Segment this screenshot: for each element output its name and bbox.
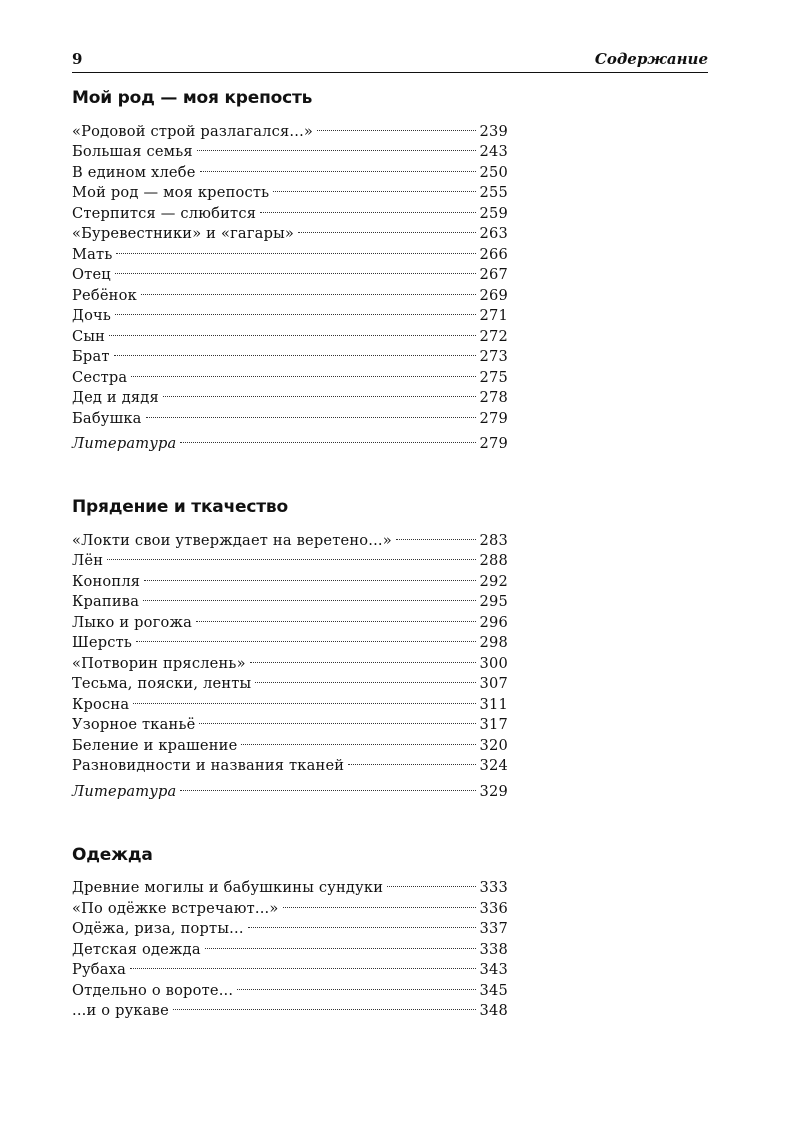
entry-page-number: 283 bbox=[479, 531, 508, 549]
dot-leader bbox=[114, 335, 476, 357]
entry-page-number: 317 bbox=[479, 716, 508, 733]
entry-page-number: 243 bbox=[479, 143, 508, 160]
entry-title: Разновидности и названия тканей bbox=[72, 757, 345, 774]
entry-title: Сын bbox=[72, 327, 106, 345]
entry-title: Брат bbox=[72, 348, 110, 365]
toc-section bbox=[72, 843, 508, 1019]
toc-section bbox=[72, 495, 508, 800]
entry-title: Большая семья bbox=[72, 143, 193, 160]
entry-page-number: 266 bbox=[479, 245, 508, 263]
entry-page-number: 239 bbox=[479, 122, 508, 140]
dot-leader bbox=[130, 948, 476, 970]
entry-title: Дед и дядя bbox=[72, 389, 159, 406]
entry-page-number: 348 bbox=[479, 1002, 508, 1019]
dot-leader bbox=[173, 989, 476, 1011]
entry-title: Крапива bbox=[72, 593, 140, 610]
dot-leader bbox=[133, 682, 475, 704]
dot-leader bbox=[317, 109, 475, 131]
entry-title: Одёжа, риза, порты... bbox=[72, 920, 244, 937]
table-of-contents bbox=[72, 86, 508, 1019]
entry-title: Мой род — моя крепость bbox=[72, 184, 270, 201]
dot-leader bbox=[199, 703, 475, 725]
entry-title: Рубаха bbox=[72, 961, 127, 978]
section-title: Одежда bbox=[72, 844, 153, 865]
entry-title: Бабушка bbox=[72, 409, 142, 427]
entry-page-number: 295 bbox=[479, 593, 508, 610]
entry-title: Отдельно о вороте... bbox=[72, 981, 234, 999]
entry-page-number: 298 bbox=[479, 634, 508, 651]
dot-leader bbox=[131, 355, 475, 377]
entry-page-number: 275 bbox=[479, 368, 508, 386]
dot-leader bbox=[115, 253, 476, 275]
dot-leader bbox=[197, 130, 476, 152]
dot-leader bbox=[348, 744, 475, 766]
dot-leader bbox=[146, 396, 476, 418]
dot-leader bbox=[250, 641, 476, 663]
entry-title: Мать bbox=[72, 245, 113, 263]
entry-page-number: 336 bbox=[479, 899, 508, 917]
dot-leader bbox=[180, 769, 475, 791]
dot-leader bbox=[144, 559, 475, 581]
entry-title: ...и о рукаве bbox=[72, 1002, 169, 1019]
entry-page-number: 292 bbox=[479, 572, 508, 590]
entry-page-number: 267 bbox=[479, 266, 508, 283]
entry-title: «Буревестники» и «гагары» bbox=[72, 225, 295, 242]
entry-page-number: 250 bbox=[479, 163, 508, 181]
entry-page-number: 259 bbox=[479, 204, 508, 222]
entry-page-number: 345 bbox=[479, 981, 508, 999]
dot-leader bbox=[143, 580, 475, 602]
entry-title: Тесьма, пояски, ленты bbox=[72, 675, 252, 692]
entry-title: «Родовой строй разлагался...» bbox=[72, 122, 314, 140]
dot-leader bbox=[260, 191, 475, 213]
dot-leader bbox=[396, 518, 476, 540]
running-title: Содержание bbox=[594, 50, 708, 68]
entry-page-number: 269 bbox=[479, 286, 508, 304]
entry-title: «Локти свои утверждает на веретено...» bbox=[72, 531, 392, 549]
dot-leader bbox=[237, 968, 475, 990]
dot-leader bbox=[141, 273, 476, 295]
entry-title: «По одёжке встречают...» bbox=[72, 899, 279, 917]
entry-page-number: 300 bbox=[479, 654, 508, 672]
entry-title: Сестра bbox=[72, 368, 128, 386]
dot-leader bbox=[107, 539, 475, 561]
entry-title: Древние могилы и бабушкины сундуки bbox=[72, 879, 384, 896]
entry-title: «Потворин пряслень» bbox=[72, 654, 246, 672]
entry-page-number: 278 bbox=[479, 389, 508, 406]
entry-page-number: 279 bbox=[479, 409, 508, 427]
entry-title: Детская одежда bbox=[72, 940, 201, 958]
section-title: Прядение и ткачество bbox=[72, 497, 288, 517]
dot-leader bbox=[298, 212, 475, 234]
entry-page-number: 273 bbox=[479, 348, 508, 365]
entry-title: Литература bbox=[72, 782, 177, 800]
dot-leader bbox=[283, 886, 476, 908]
dot-leader bbox=[273, 171, 475, 193]
entry-title: Лён bbox=[72, 552, 104, 569]
dot-leader bbox=[116, 232, 475, 254]
dot-leader bbox=[115, 294, 475, 316]
page-number: 9 bbox=[72, 50, 83, 68]
entry-page-number: 338 bbox=[479, 940, 508, 958]
entry-title: Кросна bbox=[72, 695, 130, 713]
dot-leader bbox=[163, 376, 476, 398]
toc-literature-entry bbox=[72, 774, 508, 800]
entry-title: Конопля bbox=[72, 572, 141, 590]
entry-page-number: 272 bbox=[479, 327, 508, 345]
entry-page-number: 320 bbox=[479, 736, 508, 754]
toc-literature-entry bbox=[72, 427, 508, 452]
entry-page-number: 307 bbox=[479, 675, 508, 692]
entry-page-number: 271 bbox=[479, 307, 508, 324]
entry-title: Отец bbox=[72, 266, 111, 283]
entry-page-number: 337 bbox=[479, 920, 508, 937]
entry-title: Узорное тканьё bbox=[72, 716, 196, 733]
entry-page-number: 296 bbox=[479, 613, 508, 631]
entry-page-number: 279 bbox=[479, 435, 508, 452]
entry-page-number: 255 bbox=[479, 184, 508, 201]
section-title: Мой род — моя крепость bbox=[72, 88, 313, 108]
toc-section bbox=[72, 86, 508, 452]
entry-page-number: 329 bbox=[479, 782, 508, 800]
entry-title: Лыко и рогожа bbox=[72, 613, 192, 631]
entry-title: Беление и крашение bbox=[72, 736, 238, 754]
entry-title: Стерпится — слюбится bbox=[72, 204, 257, 222]
dot-leader bbox=[200, 150, 476, 172]
entry-title: Литература bbox=[72, 435, 177, 452]
entry-page-number: 288 bbox=[479, 552, 508, 569]
entry-page-number: 311 bbox=[479, 695, 508, 713]
entry-title: Дочь bbox=[72, 307, 112, 324]
entry-title: В едином хлебе bbox=[72, 163, 196, 181]
dot-leader bbox=[205, 927, 476, 949]
entry-page-number: 324 bbox=[479, 757, 508, 774]
dot-leader bbox=[196, 600, 476, 622]
entry-page-number: 333 bbox=[479, 879, 508, 896]
page-header bbox=[72, 50, 708, 73]
dot-leader bbox=[109, 314, 475, 336]
entry-title: Ребёнок bbox=[72, 286, 137, 304]
dot-leader bbox=[255, 662, 475, 684]
entry-page-number: 263 bbox=[479, 225, 508, 242]
dot-leader bbox=[241, 723, 475, 745]
dot-leader bbox=[136, 621, 476, 643]
entry-title: Шерсть bbox=[72, 634, 133, 651]
dot-leader bbox=[180, 422, 475, 444]
dot-leader bbox=[387, 866, 475, 888]
dot-leader bbox=[248, 907, 476, 929]
entry-page-number: 343 bbox=[479, 961, 508, 978]
